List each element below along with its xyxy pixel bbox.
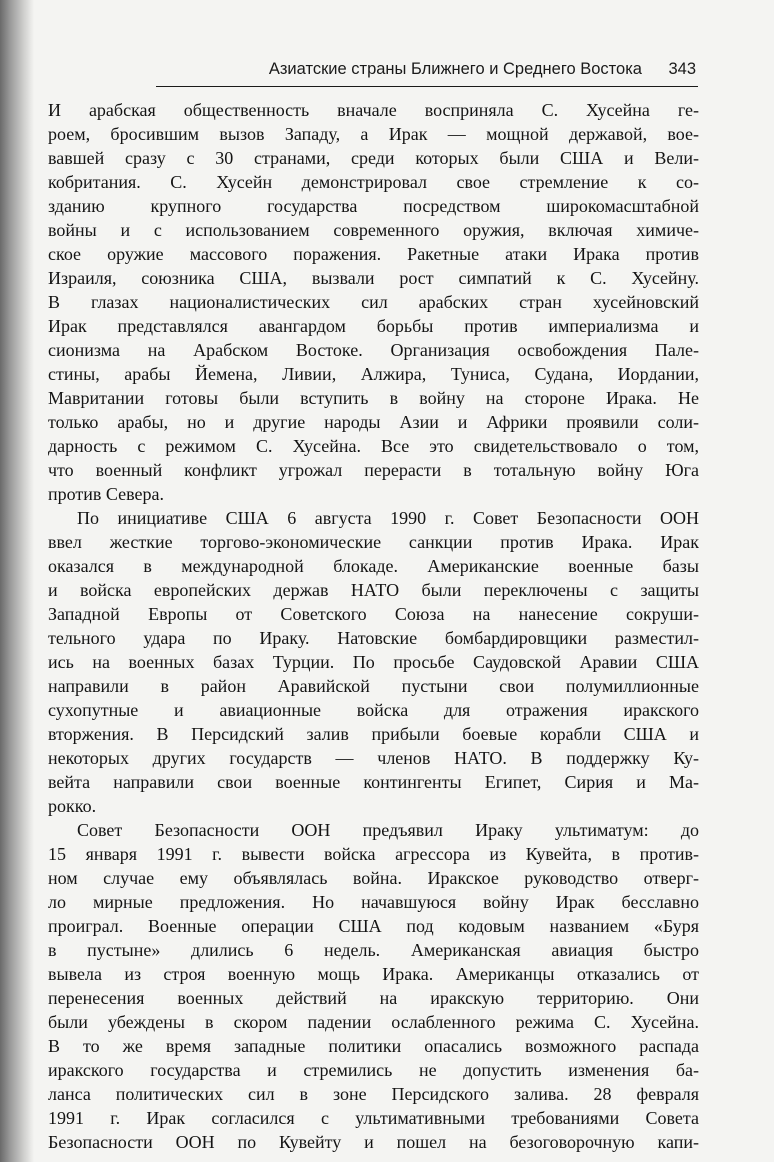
text-line: вывела из строя военную мощь Ирака. Американцы отказались от: [48, 964, 699, 984]
text-line: Безопасности ООН по Кувейту и пошел на безоговорочную капи-: [48, 1132, 699, 1152]
text-line: кобритания. С. Хусейн демонстрировал свое стремление к со-: [48, 172, 699, 192]
header-rule: [156, 86, 698, 87]
text-line: Ирак представлялся авангардом борьбы против империализма и: [48, 316, 699, 336]
text-line: что военный конфликт угрожал перерасти в тотальную войну Юга: [48, 460, 699, 480]
text-line: Израиля, союзника США, вызвали рост симпатий к С. Хусейну.: [48, 268, 699, 288]
text-line: направили в район Аравийской пустыни свои полумиллионные: [48, 676, 699, 696]
text-line: В то же время западные политики опасались возможного распада: [48, 1036, 699, 1056]
text-line: ланса политических сил в зоне Персидского залива. 28 февраля: [48, 1084, 699, 1104]
text-line: ское оружие массового поражения. Ракетные атаки Ирака против: [48, 244, 699, 264]
text-line: зданию крупного государства посредством широкомасштабной: [48, 196, 699, 216]
text-line: И арабская общественность вначале восприняла С. Хусейна ге-: [48, 100, 699, 120]
text-line: ном случае ему объявлялась война. Иракское руководство отверг-: [48, 868, 699, 888]
text-line: оказался в международной блокаде. Американские военные базы: [48, 556, 699, 576]
text-line: 15 января 1991 г. вывести войска агрессора из Кувейта, в против-: [48, 844, 699, 864]
text-line: проиграл. Военные операции США под кодовым названием «Буря: [48, 916, 699, 936]
text-line: ло мирные предложения. Но начавшуюся войну Ирак бесславно: [48, 892, 699, 912]
page-number: 343: [668, 60, 696, 78]
text-line: сионизма на Арабском Востоке. Организация освобождения Пале-: [48, 340, 699, 360]
text-line: дарность с режимом С. Хусейна. Все это свидетельствовало о том,: [48, 436, 699, 456]
text-line: вторжения. В Персидский залив прибыли боевые корабли США и: [48, 724, 699, 744]
text-line: иракского государства и стремились не допустить изменения ба-: [48, 1060, 699, 1080]
text-line: ись на военных базах Турции. По просьбе Саудовской Аравии США: [48, 652, 699, 672]
running-head-title: Азиатские страны Ближнего и Среднего Востока: [268, 60, 642, 78]
paragraph: [48, 506, 699, 818]
paragraph: [48, 818, 699, 1154]
text-line: некоторых других государств — членов НАТО. В поддержку Ку-: [48, 748, 699, 768]
text-line: сухопутные и авиационные войска для отражения иракского: [48, 700, 699, 720]
text-line: стины, арабы Йемена, Ливии, Алжира, Туниса, Судана, Иордании,: [48, 364, 699, 384]
text-line: и войска европейских держав НАТО были переключены с защиты: [48, 580, 699, 600]
text-line: роем, бросившим вызов Западу, а Ирак — мощной державой, вое-: [48, 124, 699, 144]
text-line: В глазах националистических сил арабских стран хусейновский: [48, 292, 699, 312]
text-line: ввел жесткие торгово-экономические санкции против Ирака. Ирак: [48, 532, 699, 552]
text-line: в пустыне» длились 6 недель. Американская авиация быстро: [48, 940, 699, 960]
text-line: Мавритании готовы были вступить в войну на стороне Ирака. Не: [48, 388, 699, 408]
text-line: против Севера.: [48, 484, 164, 504]
text-line: По инициативе США 6 августа 1990 г. Совет Безопасности ООН: [77, 508, 699, 528]
text-line: 1991 г. Ирак согласился с ультимативными требованиями Совета: [48, 1108, 699, 1128]
text-line: были убеждены в скором падении ослабленного режима С. Хусейна.: [48, 1012, 699, 1032]
text-line: Совет Безопасности ООН предъявил Ираку ультиматум: до: [77, 820, 699, 840]
text-line: тельного удара по Ираку. Натовские бомбардировщики разместил-: [48, 628, 699, 648]
paragraph: [48, 98, 699, 506]
text-line: рокко.: [48, 796, 97, 816]
running-head: [150, 52, 698, 82]
text-line: войны и с использованием современного оружия, включая химиче-: [48, 220, 699, 240]
body-text: [48, 98, 699, 1154]
text-line: вавшей сразу с 30 странами, среди которых были США и Вели-: [48, 148, 699, 168]
text-line: только арабы, но и другие народы Азии и Африки проявили соли-: [48, 412, 699, 432]
book-spine-shadow: [0, 0, 34, 1162]
text-line: вейта направили свои военные контингенты Египет, Сирия и Ма-: [48, 772, 699, 792]
text-line: Западной Европы от Советского Союза на нанесение сокруши-: [48, 604, 699, 624]
text-line: перенесения военных действий на иракскую территорию. Они: [48, 988, 699, 1008]
